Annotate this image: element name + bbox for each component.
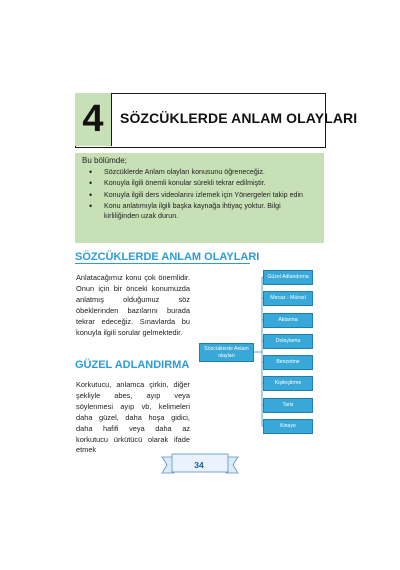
diagram-node-mecaz-mursel: Mecaz - Mürsel [263,291,313,306]
section2-paragraph: Korkutucu, anlamca çirkin, diğer şekliyle abes, ayıp veya söylenmesi ayıp vb, kelimeleri daha güzel, daha hoşa gidici, daha hafifi veya daha az korkutucu ürkütücü olarak ifade etmek [76,380,190,455]
page-number: 34 [194,460,204,470]
chapter-number: 4 [75,93,112,146]
intro-bullet: • Konuyla ilgili önemli konular sürekli tekrar edilmiştir. [84,179,316,189]
diagram-node-guzel-adlandirma: Güzel Adlandırma [263,270,313,285]
diagram-node-aktarma: Aktarma [263,313,313,328]
section-heading-guzel-adlandirma: GÜZEL ADLANDIRMA [75,359,190,371]
intro-bullet: • Konu anlatımıyla ilgili başka kaynağa ihtiyaç yoktur. Bilgi kirliliğinden uzak durun. [84,202,316,221]
intro-bullet: • Sözcüklerde Anlam olayları konusunu öğreneceğiz. [84,168,316,178]
intro-lead: Bu bölümde; [82,156,127,165]
diagram-node-benzetme: Benzetme [263,355,313,370]
diagram-node-kisilestirme: Kişileştirme [263,376,313,391]
intro-bullet: • Konuyla ilgili ders videolarını izlemek için Yönergeleri takip edin [84,191,316,201]
section1-paragraph: Anlatacağımız konu çok önemlidir. Onun için bir önceki konumuzda anlatmış olduğumuz söz öbeklerinden bazılarını burada tekrar edeceğiz. Sınavlarda bu konuyla ilgili sorular gelmektedir. [76,273,190,337]
diagram-root-node: Sözcüklerde Anlam olayları [199,343,254,362]
diagram-node-dolaylama: Dolaylama [263,334,313,349]
diagram-node-kinaye: Kinaye [263,419,313,434]
section-heading-anlam-olaylari: SÖZCÜKLERDE ANLAM OLAYLARI [75,251,260,263]
diagram-node-tariz: Tariz [263,398,313,413]
chapter-title: SÖZCÜKLERDE ANLAM OLAYLARI [120,110,358,126]
